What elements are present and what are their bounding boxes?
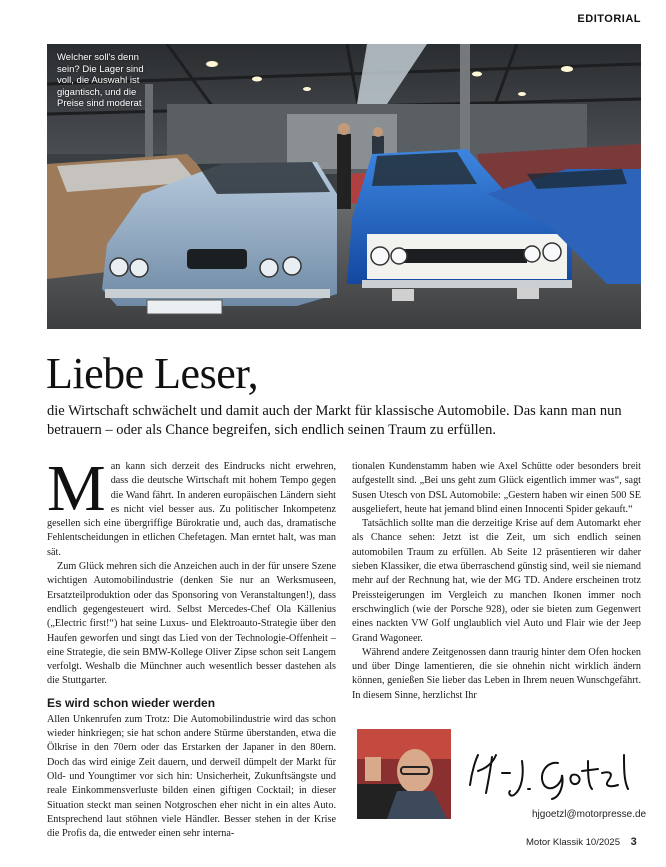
author-email[interactable]: hjgoetzl@motorpresse.de (532, 809, 647, 820)
body-paragraph: tionalen Kundenstamm haben wie Axel Schütte oder besonders breit aufgestellt sind. „Bei uns geht zum Glück eigentlich immer was“, sagt Susen Utesch von DSL Automobile: „Gestern haben wir einen 500 SE ausgeliefert, heute hat jemand blind einen Innocenti Spider gekauft.“ (352, 461, 641, 515)
body-column-right (352, 460, 641, 703)
author-portrait (357, 729, 451, 819)
body-paragraph: Zum Glück mehren sich die Anzeichen auch in der für unsere Szene wichtigen Automobilindustrie (denken Sie nur an Werksmuseen, Ersatzteilproduktion oder das Sponsoring von Veranstaltungen!), dass endlich gegengesteuert wird. Selbst Mercedes-Chef Ola Källenius („Electric first!“) hat seine Luxus- und Elektroauto-Strategie über den Haufen geworfen und singt das Lied von der Technologie-Offenheit – eine Strategie, die sein BMW-Kollege Oliver Zipse schon seit Langem verfolgt. Weshalb die Münchner auch wesentlich besser dastehen als die Stuttgarter. (47, 561, 336, 687)
lead-paragraph: die Wirtschaft schwächelt und damit auch der Markt für klassische Automobile. Das kann man nun betrauern – oder als Chance begreifen, sich endlich seinen Traum zu erfüllen. (47, 403, 622, 438)
body-paragraph: Tatsächlich sollte man die derzeitige Krise auf dem Automarkt eher als Chance sehen: Jetzt ist die Zeit, um sich endlich seinen automobilen Traum zu erfüllen. Ab Seite 12 präsentieren wir daher sieben Klassiker, die etwa überraschend günstig sind, weil sie niemand mehr auf der Rechnung hat, wie der MG TD. Andere erscheinen trotz Preissteigerungen im Vergleich zu manchen Ikonen immer noch erschwinglich (wie der Porsche 928), oder sie bieten zum Gegenwert eines nackten VW Golf unglaublich viel Auto und Flair wie der Jeep Grand Wagoneer. (352, 518, 642, 644)
magazine-issue: Motor Klassik 10/2025 (526, 837, 620, 848)
photo-caption: Welcher soll's denn sein? Die Lager sind voll, die Auswahl ist gigantisch, und die Preise sind moderat (57, 52, 144, 109)
body-paragraph (47, 452, 336, 560)
drop-cap: M (47, 452, 106, 525)
hero-photo (47, 44, 641, 329)
body-column-left (47, 452, 336, 841)
paragraph-text: an kann sich derzeit des Eindrucks nicht erwehren, dass die deutsche Wirtschaft mit hohem Tempo gegen die Wand fährt. In anderen europäischen Ländern sieht es nicht viel besser aus. Zu politischer Inkompetenz gesellen sich eine übergriffige Bürokratie und, auch das, dramatische Fehlentscheidungen in etlichen Chefetagen. Man erntet halt, was man sät. (47, 461, 336, 558)
headline: Liebe Leser, (46, 349, 259, 398)
page-number: 3 (630, 836, 637, 848)
body-paragraph: Während andere Zeitgenossen dann traurig hinter dem Ofen hocken und über Dinge lamentieren, die sie ohnehin nicht wirklich ändern können, genießen Sie lieber das Leben in Ihrem neuen Wunschgefährt. In diesem Sinne, herzlichst Ihr (352, 646, 641, 701)
section-label: EDITORIAL (577, 13, 641, 25)
subheading: Es wird schon wieder werden (47, 695, 216, 710)
author-photo (357, 729, 451, 819)
body-paragraph: Allen Unkenrufen zum Trotz: Die Automobilindustrie wird das schon wieder hinkriegen; sie hat schon andere Stürme überstanden, etwa die Ölkrise in den 70ern oder das Erstarken der Japaner in den 80ern. Doch das wird einige Zeit dauern, und derweil dümpelt der Markt für Old- und Youngtimer vor sich hin: Unsicherheit, Zukunftsängste und reale Einkommensverluste bilden einen giftigen Cocktail; in dieser Situation steckt man seinen Notgroschen eher nicht in ein altes Auto. Entsprechend laut stöhnen viele Händler. Besser stehen in der Krise die Profis da, die entweder einen sehr interna- (47, 713, 336, 840)
author-signature (462, 745, 642, 805)
page-footer (526, 836, 637, 848)
